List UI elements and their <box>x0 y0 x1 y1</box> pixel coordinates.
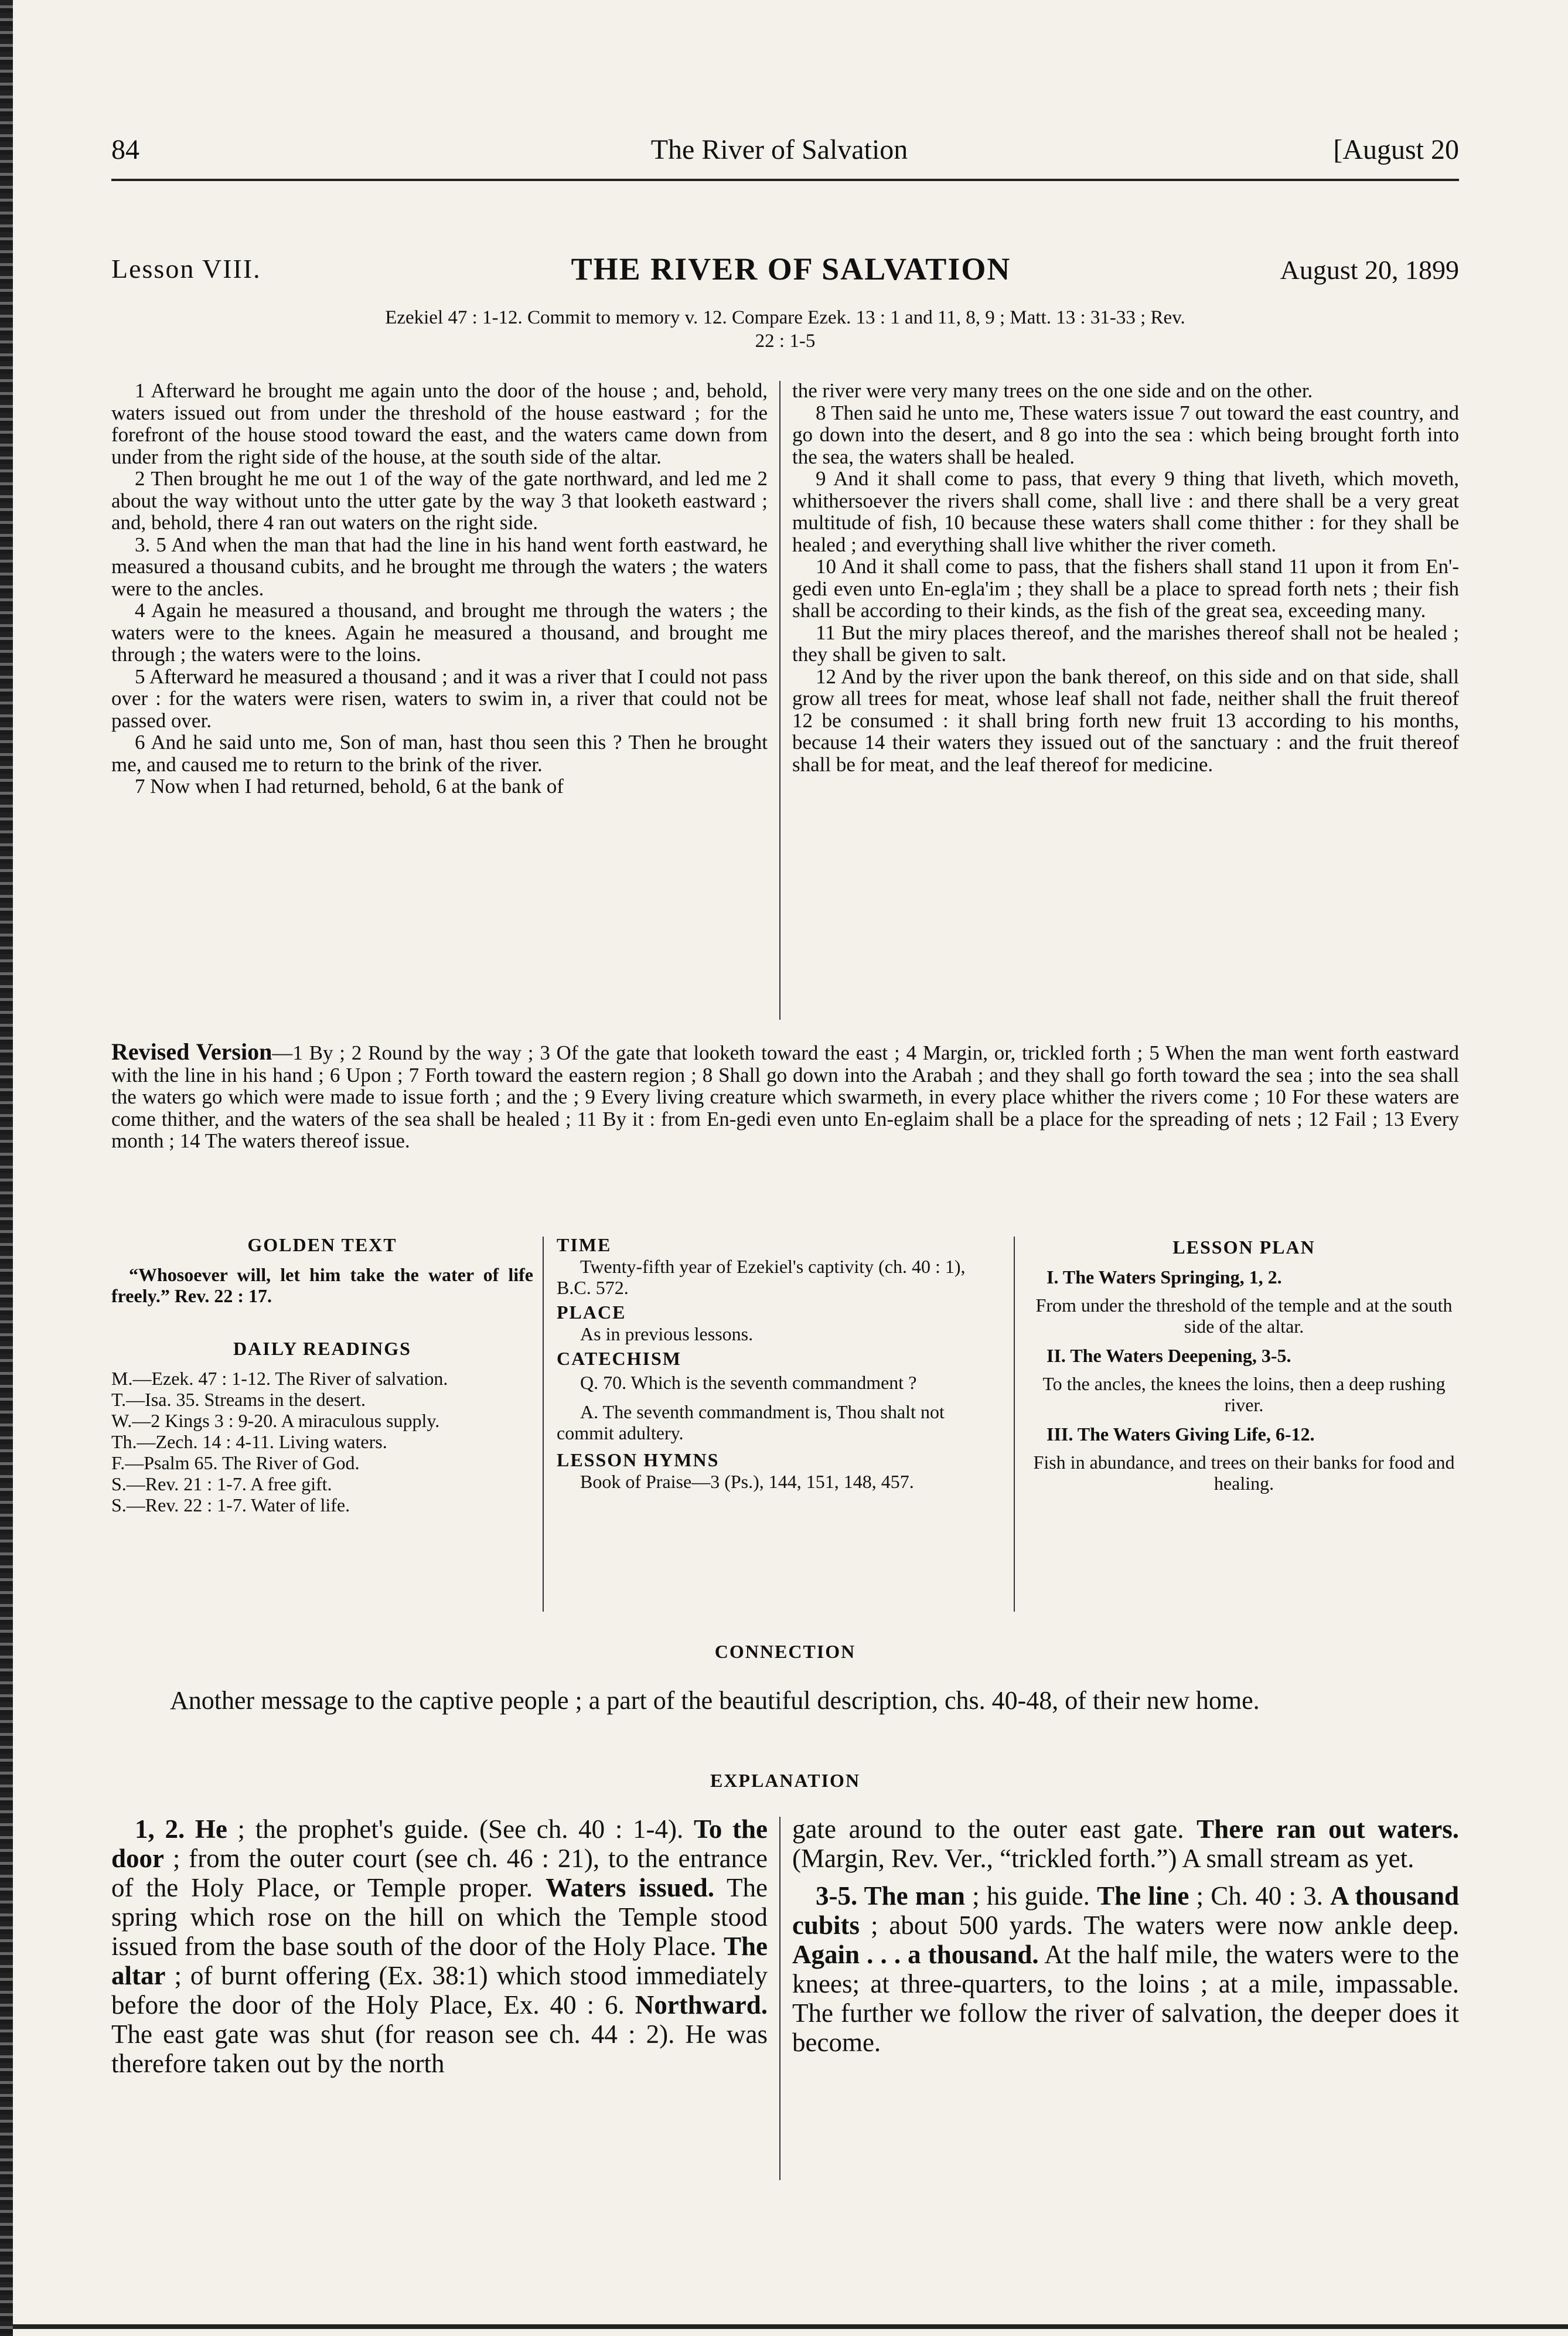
explanation-text: The east gate was shut (for reason see ch. 44 : 2). He was therefore taken out by the north <box>111 2020 768 2078</box>
lesson-hymns-text: Book of Praise—3 (Ps.), 144, 151, 148, 457. <box>580 1471 914 1492</box>
daily-reading-item: T.—Isa. 35. Streams in the desert. <box>111 1389 366 1410</box>
daily-readings-heading: DAILY READINGS <box>233 1338 411 1359</box>
scripture-verse: 6 And he said unto me, Son of man, hast thou seen this ? Then he brought me, and caused me to return to the brink of the river. <box>111 731 768 776</box>
daily-reading-item: M.—Ezek. 47 : 1-12. The River of salvation. <box>111 1368 448 1389</box>
column-divider <box>779 381 780 1020</box>
daily-reading-item: Th.—Zech. 14 : 4-11. Living waters. <box>111 1431 387 1452</box>
middle-info-column <box>557 1234 1002 1492</box>
info-divider-right <box>1014 1237 1015 1612</box>
lesson-plan-item-text: Fish in abundance, and trees on their banks for food and healing. <box>1033 1452 1455 1494</box>
time-heading: TIME <box>557 1234 612 1255</box>
lesson-plan-item-title: III. The Waters Giving Life, 6-12. <box>1047 1424 1315 1445</box>
explanation-term: Again . . . a thousand. <box>792 1940 1039 1969</box>
catechism-answer: A. The seventh commandment is, Thou shalt not commit adultery. <box>557 1401 945 1443</box>
catechism-heading: CATECHISM <box>557 1348 681 1369</box>
daily-reading-item: S.—Rev. 21 : 1-7. A free gift. <box>111 1473 332 1494</box>
explanation-divider <box>779 1817 780 2180</box>
explanation-text: ; the prophet's guide. (See ch. 40 : 1-4). <box>227 1814 694 1844</box>
scripture-verse: 12 And by the river upon the bank thereof, on this side and on that side, shall grow all trees for meat, whose leaf shall not fade, neither shall the fruit thereof 12 be consumed : it shall bring forth new fruit 13 according to his months, because 14 their waters they issued out of the sanctuary : and the fruit thereof shall be for meat, and the leaf thereof for medicine. <box>792 665 1459 776</box>
reference-line-1: Ezekiel 47 : 1-12. Commit to memory v. 12. Compare Ezek. 13 : 1 and 11, 8, 9 ; Matt. 13 : 31-33 ; Rev. <box>385 307 1185 328</box>
explanation-text: (Margin, Rev. Ver., “trickled forth.”) A small stream as yet. <box>792 1844 1414 1873</box>
scripture-verse: the river were very many trees on the one side and on the other. <box>792 379 1313 402</box>
lesson-plan <box>1029 1237 1459 1494</box>
explanation-term: 1, 2. He <box>135 1814 227 1844</box>
explanation-heading: EXPLANATION <box>710 1770 861 1791</box>
scripture-right-column <box>792 380 1459 775</box>
explanation-text: ; from the outer court (see ch. 46 : 21), to the entrance of the Holy Place, or Temple proper. <box>111 1844 768 1902</box>
revised-version-text: —1 By ; 2 Round by the way ; 3 Of the gate that looketh toward the east ; 4 Margin, or, trickled forth ; 5 When the man went forth eastward with the line in his hand ; 6 Upon ; 7 Forth toward the eastern region ; 8 Shall go down into the Arabah ; and they shall go forth toward the sea ; into the sea shall the waters go which were made to issue forth ; and the ; 9 Every living creature which swarmeth, in every place whither the rivers come ; 10 For these waters are come thither, and the waters of the sea shall be healed ; 11 By it : from En-gedi even unto En-eglaim shall be a place for the spreading of nets ; 12 Fail ; 13 Every month ; 14 The waters thereof issue. <box>111 1041 1459 1152</box>
golden-text: “Whosoever will, let him take the water of life freely.” Rev. 22 : 17. <box>111 1264 533 1306</box>
daily-reading-item: F.—Psalm 65. The River of God. <box>111 1452 360 1473</box>
explanation-text: At the half mile, the waters were to the knees; at three-quarters, to the loins ; at a mile, impassable. The further we follow the river of salvation, the deeper does it become. <box>792 1940 1459 2057</box>
scripture-reference <box>111 306 1459 353</box>
left-info-column <box>111 1234 533 1516</box>
revised-version-notes <box>111 1038 1459 1152</box>
scripture-verse: 8 Then said he unto me, These waters issue 7 out toward the east country, and go down into the desert, and 8 go into the sea : which being brought forth into the sea, the waters shall be healed. <box>792 401 1459 468</box>
scripture-verse: 11 But the miry places thereof, and the marishes thereof shall not be healed ; they shall be given to salt. <box>792 621 1459 666</box>
info-divider-left <box>543 1237 544 1612</box>
page-number: 84 <box>111 134 139 165</box>
daily-reading-item: W.—2 Kings 3 : 9-20. A miraculous supply. <box>111 1410 440 1431</box>
lesson-date: August 20, 1899 <box>1280 255 1459 285</box>
time-text: Twenty-fifth year of Ezekiel's captivity (ch. 40 : 1), B.C. 572. <box>557 1256 966 1298</box>
explanation-left-column <box>111 1814 768 2078</box>
explanation-term: There ran out waters. <box>1197 1814 1459 1844</box>
explanation-paragraph <box>111 1814 768 2078</box>
explanation-paragraph <box>792 1814 1459 1873</box>
scripture-verse: 3. 5 And when the man that had the line in his hand went forth eastward, he measured a thousand cubits, and he brought me through the waters ; the waters were to the ancles. <box>111 533 768 600</box>
lesson-plan-item-text: To the ancles, the knees the loins, then a deep rushing river. <box>1042 1373 1446 1415</box>
explanation-term: Waters issued. <box>545 1873 715 1902</box>
place-heading: PLACE <box>557 1302 626 1323</box>
connection-text: Another message to the captive people ; a part of the beautiful description, chs. 40-48, of their new home. <box>170 1686 1260 1715</box>
explanation-text: The spring which rose on the hill on which the Temple stood issued from the base south of the door of the Holy Place. <box>111 1873 768 1961</box>
explanation-text: ; his guide. <box>964 1881 1097 1911</box>
scripture-verse: 10 And it shall come to pass, that the fishers shall stand 11 upon it from En'-gedi even unto En-egla'im ; they shall be a place to spread forth nets ; their fish shall be according to their kinds, as the fish of the great sea, exceeding many. <box>792 555 1459 622</box>
place-text: As in previous lessons. <box>580 1323 754 1344</box>
explanation-term: A thousand cubits <box>792 1881 1459 1940</box>
revised-version-label: Revised Version <box>111 1038 272 1065</box>
running-date: [August 20 <box>1333 134 1459 165</box>
explanation-term: To the door <box>111 1814 768 1873</box>
lesson-plan-item-title: II. The Waters Deepening, 3-5. <box>1047 1345 1291 1366</box>
explanation-text: gate around to the outer east gate. <box>792 1814 1197 1844</box>
scripture-verse: 1 Afterward he brought me again unto the door of the house ; and, behold, waters issued out from under the threshold of the house eastward ; for the forefront of the house stood toward the east, and the waters came down from under from the right side of the house, at the south side of the altar. <box>111 379 768 468</box>
explanation-text: ; about 500 yards. The waters were now ankle deep. <box>860 1911 1459 1940</box>
scripture-verse: 5 Afterward he measured a thousand ; and it was a river that I could not pass over : for the waters were risen, waters to swim in, a river that could not be passed over. <box>111 665 768 732</box>
lesson-hymns-heading: LESSON HYMNS <box>557 1449 720 1470</box>
golden-text-heading: GOLDEN TEXT <box>247 1234 397 1255</box>
bottom-border <box>13 2324 1568 2329</box>
lesson-plan-item-title: I. The Waters Springing, 1, 2. <box>1047 1266 1282 1288</box>
lesson-plan-heading: LESSON PLAN <box>1172 1237 1315 1258</box>
explanation-text: ; of burnt offering (Ex. 38:1) which stood immediately before the door of the Holy Place, Ex. 40 : 6. <box>111 1961 768 2020</box>
header-rule <box>111 179 1459 181</box>
lesson-plan-item-text: From under the threshold of the temple and at the south side of the altar. <box>1035 1295 1453 1337</box>
daily-reading-item: S.—Rev. 22 : 1-7. Water of life. <box>111 1494 350 1516</box>
binding-edge <box>0 0 13 2336</box>
scripture-verse: 7 Now when I had returned, behold, 6 at the bank of <box>135 775 564 798</box>
scripture-verse: 2 Then brought he me out 1 of the way of the gate northward, and led me 2 about the way without unto the utter gate by the way 3 that looketh eastward ; and, behold, there 4 ran out waters on the right side. <box>111 467 768 534</box>
scripture-left-column <box>111 380 768 798</box>
explanation-term: The altar <box>111 1932 768 1990</box>
connection-heading: CONNECTION <box>714 1641 856 1662</box>
running-title: The River of Salvation <box>650 134 908 165</box>
catechism-question: Q. 70. Which is the seventh commandment ? <box>580 1372 917 1393</box>
scripture-verse: 9 And it shall come to pass, that every 9 thing that liveth, which moveth, whithersoever the rivers shall come, shall live : and there shall be a very great multitude of fish, 10 because these waters shall come thither : for they shall be healed ; and everything shall live whither the river cometh. <box>792 467 1459 556</box>
lesson-title: THE RIVER OF SALVATION <box>571 251 1011 287</box>
explanation-text: ; Ch. 40 : 3. <box>1189 1881 1331 1911</box>
explanation-paragraph <box>792 1881 1459 2057</box>
daily-readings-list <box>111 1368 533 1516</box>
lesson-number: Lesson VIII. <box>111 254 261 284</box>
reference-line-2: 22 : 1-5 <box>755 331 816 352</box>
explanation-term: Northward. <box>635 1990 768 2020</box>
explanation-term: 3-5. The man <box>816 1881 965 1911</box>
explanation-right-column <box>792 1814 1459 2057</box>
scripture-verse: 4 Again he measured a thousand, and brought me through the waters ; the waters were to the knees. Again he measured a thousand, and brought me through ; the waters were to the loins. <box>111 599 768 666</box>
explanation-term: The line <box>1097 1881 1189 1911</box>
